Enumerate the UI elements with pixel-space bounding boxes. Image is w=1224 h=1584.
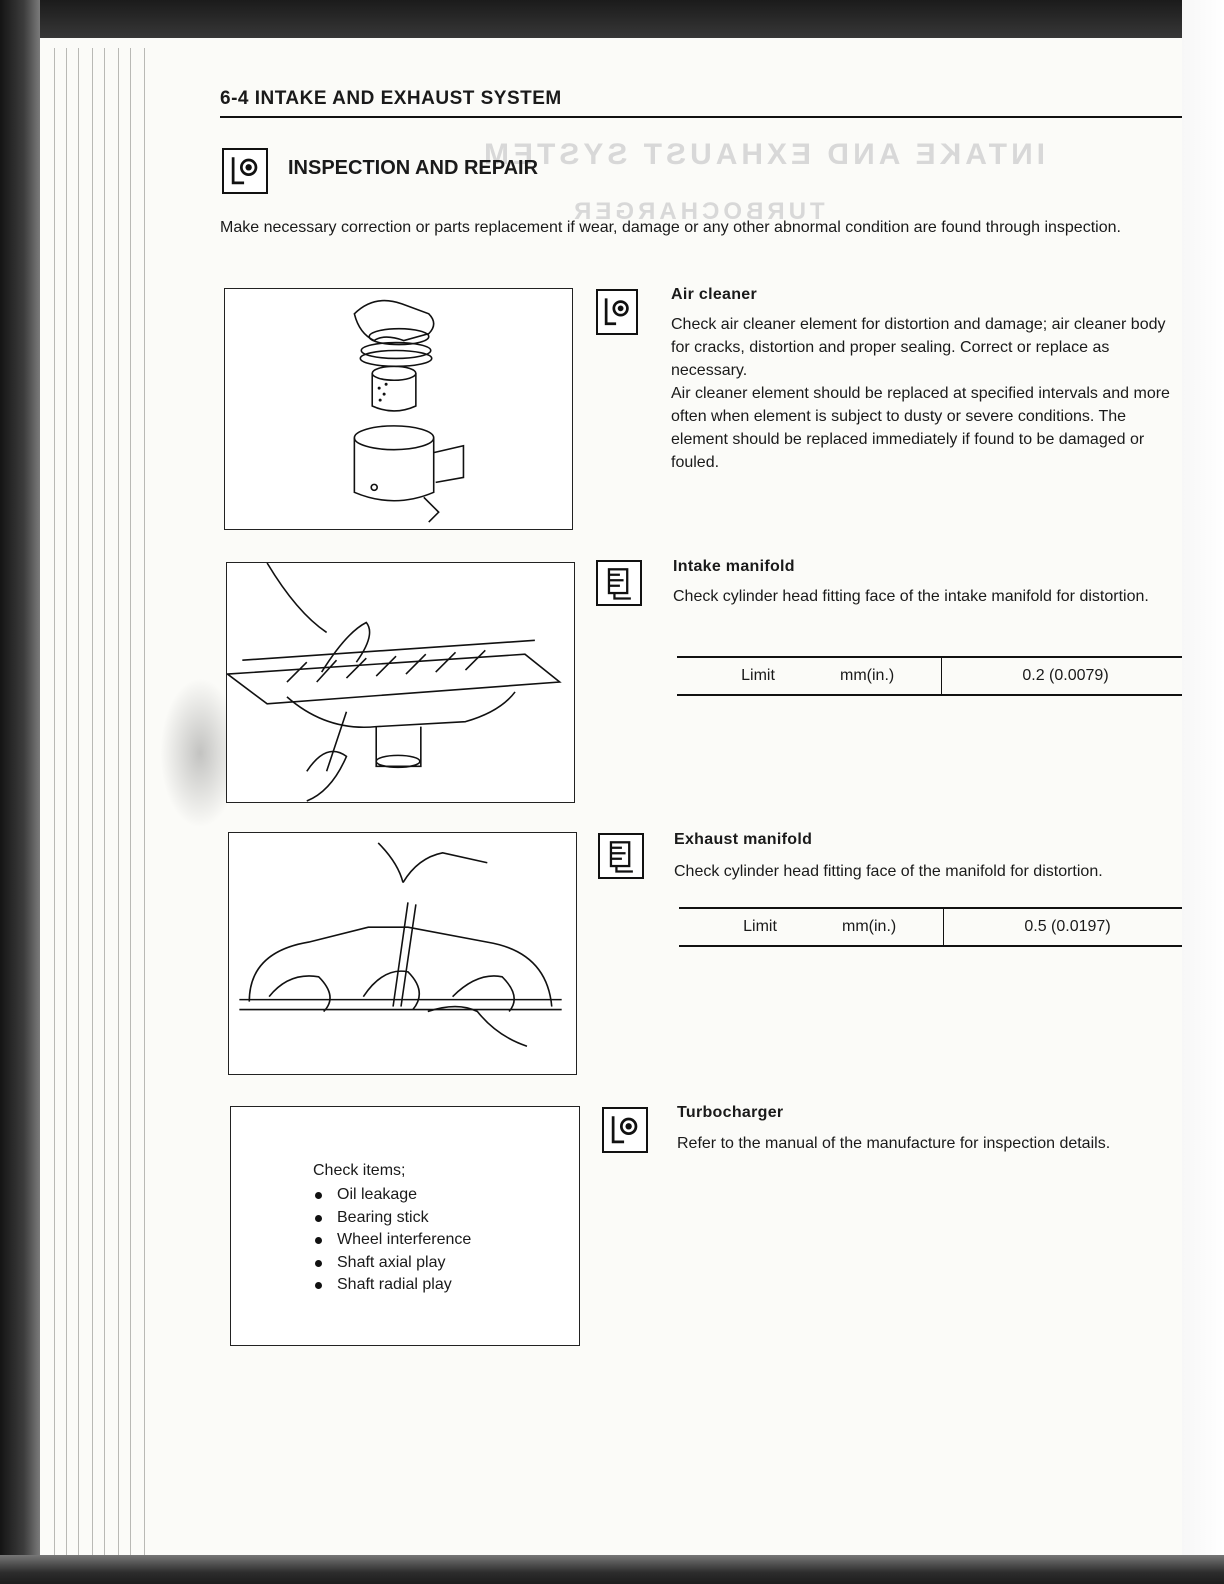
scan-shadow-bottom [0, 1555, 1224, 1584]
intake-manifold-figure [226, 562, 575, 803]
page-right-margin [1182, 0, 1224, 1584]
limit-unit: mm(in.) [840, 667, 895, 684]
intake-limit-table [677, 656, 1189, 696]
limit-value: 0.5 (0.0197) [944, 908, 1192, 946]
page-edges [40, 48, 160, 1558]
turbocharger-title: Turbocharger [677, 1104, 784, 1121]
check-items-list [313, 1184, 471, 1297]
inspection-icon [602, 1107, 648, 1153]
air-cleaner-paragraph-2: Air cleaner element should be replaced at specified intervals and more often when element is subject to dusty or severe conditions. The element should be replaced immediately if found to be damaged or fouled. [671, 385, 1170, 471]
list-item: Oil leakage [313, 1184, 471, 1207]
air-cleaner-title: Air cleaner [671, 286, 758, 303]
intro-text: Make necessary correction or parts replacement if wear, damage or any other abnormal condition are found through inspection. [220, 219, 1121, 236]
list-item: Bearing stick [313, 1207, 471, 1230]
manual-page [40, 38, 1182, 1558]
limit-value: 0.2 (0.0079) [942, 657, 1190, 695]
list-item: Shaft radial play [313, 1274, 471, 1297]
exhaust-manifold-text: Check cylinder head fitting face of the manifold for distortion. [674, 863, 1103, 880]
inspection-icon [222, 148, 268, 194]
air-cleaner-text [671, 313, 1182, 474]
intake-manifold-title: Intake manifold [673, 558, 795, 575]
limit-unit: mm(in.) [842, 918, 897, 935]
check-items-title: Check items; [313, 1162, 406, 1179]
exhaust-manifold-figure [228, 832, 577, 1075]
limit-label: Limit [741, 667, 775, 684]
air-cleaner-paragraph-1: Check air cleaner element for distortion and damage; air cleaner body for cracks, distortion and proper sealing. Correct or replace as necessary. [671, 316, 1166, 379]
exhaust-manifold-title: Exhaust manifold [674, 831, 813, 848]
turbocharger-text: Refer to the manual of the manufacture for inspection details. [677, 1135, 1111, 1152]
bleed-through: TURBOCHARGER [570, 198, 825, 225]
limit-label: Limit [743, 918, 777, 935]
turbocharger-check-box [230, 1106, 580, 1346]
measure-icon [598, 833, 644, 879]
exhaust-limit-table [679, 907, 1191, 947]
intake-manifold-text: Check cylinder head fitting face of the intake manifold for distortion. [673, 588, 1149, 605]
inspection-icon [596, 289, 638, 335]
page-header-title: 6-4 INTAKE AND EXHAUST SYSTEM [220, 88, 562, 109]
section-title: INSPECTION AND REPAIR [288, 157, 539, 179]
list-item: Shaft axial play [313, 1252, 471, 1275]
bleed-through: INTAKE AND EXHAUST SYSTEM [480, 138, 1046, 171]
page-header [220, 88, 1182, 118]
scan-shadow-left [0, 0, 40, 1584]
measure-icon [596, 560, 642, 606]
list-item: Wheel interference [313, 1229, 471, 1252]
air-cleaner-figure [224, 288, 573, 530]
